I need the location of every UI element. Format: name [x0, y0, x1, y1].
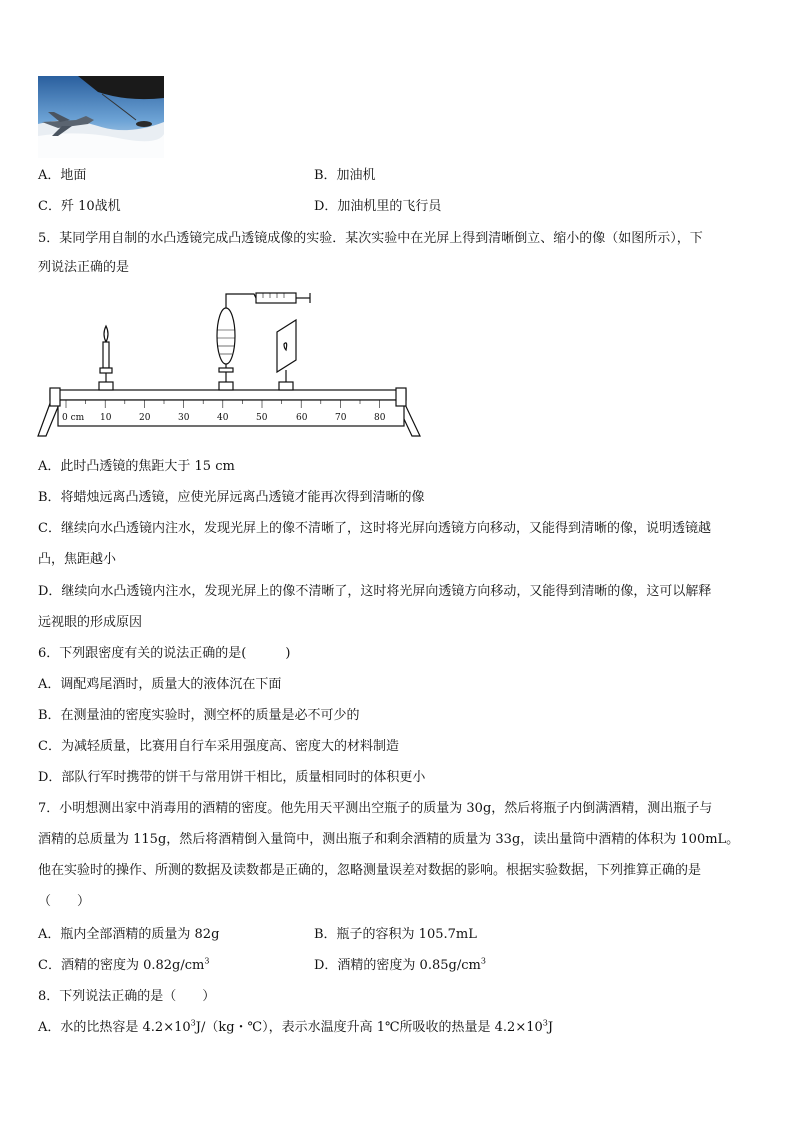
- q8-exponent-2: 3: [542, 1018, 548, 1028]
- q7-stem-line2: 酒精的总质量为 115g，然后将酒精倒入量筒中，测出瓶子和剩余酒精的质量为 33g，读出量筒中酒精的体积为 100mL。: [38, 832, 740, 847]
- ruler-label-30: 30: [178, 413, 190, 423]
- q5-option-a: A．此时凸透镜的焦距大于 15 cm: [38, 459, 235, 474]
- ruler-label-70: 70: [335, 413, 347, 423]
- q4-option-b: B．加油机: [314, 168, 376, 183]
- ruler-label-50: 50: [256, 413, 268, 423]
- q5-option-c-line1: C．继续向水凸透镜内注水，发现光屏上的像不清晰了，这时将光屏向透镜方向移动，又能得到清晰的像，说明透镜越: [38, 521, 711, 536]
- ruler-label-0: 0 cm: [62, 413, 85, 423]
- q5-option-b: B．将蜡烛远离凸透镜，应使光屏远离凸透镜才能再次得到清晰的像: [38, 490, 425, 505]
- q5-stem-line1: 5．某同学用自制的水凸透镜完成凸透镜成像的实验．某次实验中在光屏上得到清晰倒立、缩小的像（如图所示），下: [38, 231, 703, 246]
- q8-option-a: A．水的比热容是 $4.2\times 10^3J/(kg$・℃），表示水温度升高 1℃所吸收的热量是 $4.2\times 10^3J$: [38, 1018, 554, 1035]
- q6-option-a: A．调配鸡尾酒时，质量大的液体沉在下面: [38, 677, 282, 692]
- optical-bench-diagram: [34, 290, 424, 440]
- q7-stem-line3: 他在实验时的操作、所测的数据及读数都是正确的，忽略测量误差对数据的影响。根据实验数据，下列推算正确的是: [38, 863, 702, 878]
- q4-option-c: C．歼 10战机: [38, 199, 121, 214]
- q7-option-b: B．瓶子的容积为 105.7mL: [314, 927, 477, 942]
- q7-stem-line4: （ ）: [38, 894, 91, 909]
- q6-option-d: D．部队行军时携带的饼干与常用饼干相比，质量相同时的体积更小: [38, 770, 426, 785]
- q6-stem: 6．下列跟密度有关的说法正确的是( ): [38, 646, 291, 661]
- q5-option-d-line2: 远视眼的形成原因: [38, 615, 143, 630]
- q6-option-c: C．为减轻质量，比赛用自行车采用强度高、密度大的材料制造: [38, 739, 399, 754]
- ruler-label-40: 40: [217, 413, 229, 423]
- q5-stem-line2: 列说法正确的是: [38, 260, 130, 275]
- q6-option-b: B．在测量油的密度实验时，测空杯的质量是必不可少的: [38, 708, 360, 723]
- q4-option-d: D．加油机里的飞行员: [314, 199, 442, 214]
- q7-option-c-exponent: 3: [204, 956, 210, 966]
- q7-option-c: C．酒精的密度为 $0.82g/cm^3$: [38, 956, 210, 973]
- q5-option-d-line1: D．继续向水凸透镜内注水，发现光屏上的像不清晰了，这时将光屏向透镜方向移动，又能得到清晰的像，这可以解释: [38, 584, 712, 599]
- q7-option-d: D．酒精的密度为 $0.85g/cm^3$: [314, 956, 486, 973]
- q7-option-a: A．瓶内全部酒精的质量为 82g: [38, 927, 220, 942]
- refueling-aircraft-photo: [38, 76, 164, 158]
- ruler-label-10: 10: [100, 413, 112, 423]
- ruler-label-20: 20: [139, 413, 151, 423]
- q8-exponent-1: 3: [190, 1018, 196, 1028]
- q7-stem-line1: 7．小明想测出家中消毒用的酒精的密度。他先用天平测出空瓶子的质量为 30g，然后将瓶子内倒满酒精，测出瓶子与: [38, 801, 713, 816]
- q5-option-c-line2: 凸，焦距越小: [38, 552, 117, 567]
- q8-stem: 8．下列说法正确的是（ ）: [38, 989, 216, 1004]
- q4-option-a: A．地面: [38, 168, 87, 183]
- ruler-label-60: 60: [296, 413, 308, 423]
- ruler-label-80: 80: [374, 413, 386, 423]
- q7-option-d-exponent: 3: [480, 956, 486, 966]
